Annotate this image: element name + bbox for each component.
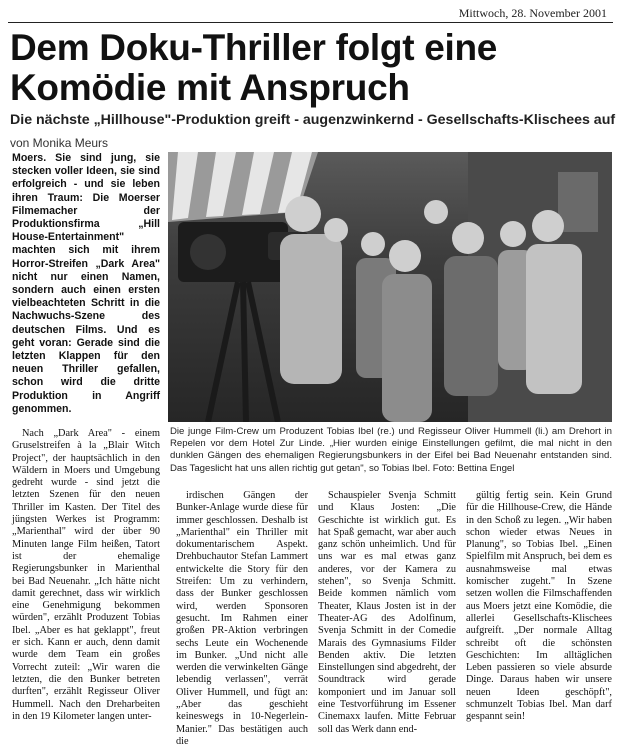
column-2-text: irdischen Gängen der Bunker-Anlage wurde diese für immer geschlossen. Deshalb ist „Marienthal" ein Thriller mit dokumentarischem Aspekt. Drehbuchautor Stefan Lammert entwickelte die Story für den Streifen: Um zu verhindern, dass der Bunker geschlossen wird, werden Sponsoren gesucht. Im Rahmen einer großen PR-Aktion verbringen sechs Leute ein Wochenende im Bunker. „Und nicht alle werden die verwinkelten Gänge lebendig verlassen", verrät Oliver Hummell, und fügt an: „Aber das geschieht keineswegs in 10-Negerlein-Manier." Das bestätigen auch die xyxy=(176,490,308,747)
photo-illustration xyxy=(168,152,612,422)
article-column-1 xyxy=(12,428,160,723)
photo-caption: Die junge Film-Crew um Produzent Tobias Ibel (re.) und Regisseur Oliver Hummell (li.) am Drehort in Repelen vor dem Hotel Zur Linde. „Hier wurden einige Einstellungen gefilmt, die mal nicht in den dunklen Gängen des ehemaligen Regierungsbunkers in der Eifel bei Bad Neuenahr entstanden sind. Das Tageslicht hat uns allen richtig gut getan", so Tobias Ibel. Foto: Bettina Engel xyxy=(170,426,612,474)
column-3-text: Schauspieler Svenja Schmitt und Klaus Josten: „Die Geschichte ist wirklich gut. Es hat Spaß gemacht, war aber auch ganz schön unheimlich. Und für uns war es mal etwas ganz anderes, vor der Kamera zu stehen", so Svenja Schmitt. Beide kommen nämlich vom Theater, Klaus Josten ist in der Theater-AG des Adolfinum, Svenja Schmitt in der Comedie Marais des Gymnasiums Filder Benden aktiv. Die letzten Einstellungen sind abgedreht, der Soundtrack wird gerade komponiert und im Januar soll eine Testvorführung im Essener Cinemaxx laufen. Mitte Februar soll das Werk dann end- xyxy=(318,490,456,735)
byline: von Monika Meurs xyxy=(10,136,109,150)
column-4-text: gültig fertig sein. Kein Grund für die Hillhouse-Crew, die Hände in den Schoß zu legen. „Wir haben schon wieder etwas Neues in Planung", so Tobias Ibel. „Einen Spielfilm mit Anspruch, bei dem es ausnahmsweise mal etwas komischer zugeht." In Szene setzen wollen die Filmschaffenden aus Moers jetzt eine Komödie, die allerlei Gesellschafts-Klischees aufgreift. „Der normale Alltag schreibt oft die schönsten Geschichten: Im alltäglichen Leben passieren so viele absurde Dinge. Daraus haben wir unsere neuen Ideen geschöpft", schmunzelt Tobias Ibel. Man darf gespannt sein! xyxy=(466,490,612,723)
top-rule xyxy=(8,22,613,23)
article-column-4 xyxy=(466,490,612,724)
subhead: Die nächste „Hillhouse"-Produktion greift - augenzwinkernd - Gesellschafts-Klischees auf xyxy=(10,112,616,128)
headline: Dem Doku-Thriller folgt eine Komödie mit Anspruch xyxy=(10,27,498,108)
dateline: Mittwoch, 28. November 2001 xyxy=(458,6,607,20)
crew-shapes xyxy=(280,196,582,422)
lead-paragraph: Moers. Sie sind jung, sie stecken voller Ideen, sie sind erfolgreich - und sie leben ihren Traum: Die Moerser Filmemacher der Produktionsfirma „Hill House-Entertainment" machten sich mit ihrem Horror-Streifen „Dark Area" nicht nur einen Namen, sondern auch einen ersten vielbeachteten Schritt in die Nachwuchs-Szene des deutschen Films. Und es geht voran: Gerade sind die letzten Klappen für den neuen Thriller gefallen, schon wird die dritte Produktion in Angriff genommen. xyxy=(12,152,160,415)
article-column-3 xyxy=(318,490,456,736)
article-column-2 xyxy=(176,490,308,748)
column-1-text: Nach „Dark Area" - einem Gruselstreifen à la „Blair Witch Project", der hauptsächlich in den Wäldern in Moers und Umgebung gedreht wurde - sind jetzt die letzten Szenen für den neuen Thriller im Kasten. Der Titel des jüngsten Werkes ist Programm: „Marienthal" wird der über 90 Minuten lange Film heißen, Tatort ist der ehemalige Regierungsbunker in Marienthal bei Bad Neuenahr. „Ich hätte nicht damit gerechnet, dass wir wirklich eine Genehmigung bekommen würden", erzählt Produzent Tobias Ibel. „Aber es hat geklappt", freut er sich. Kann er auch, denn damit wurde dem Team ein großes Vorrecht zuteil: „Wir waren die letzten, die den Bunker betreten durften", erzählt Regisseur Oliver Hummell. Nach den Dreharbeiten in den 19 Kilometer langen unter- xyxy=(12,428,160,722)
photo xyxy=(168,152,612,422)
